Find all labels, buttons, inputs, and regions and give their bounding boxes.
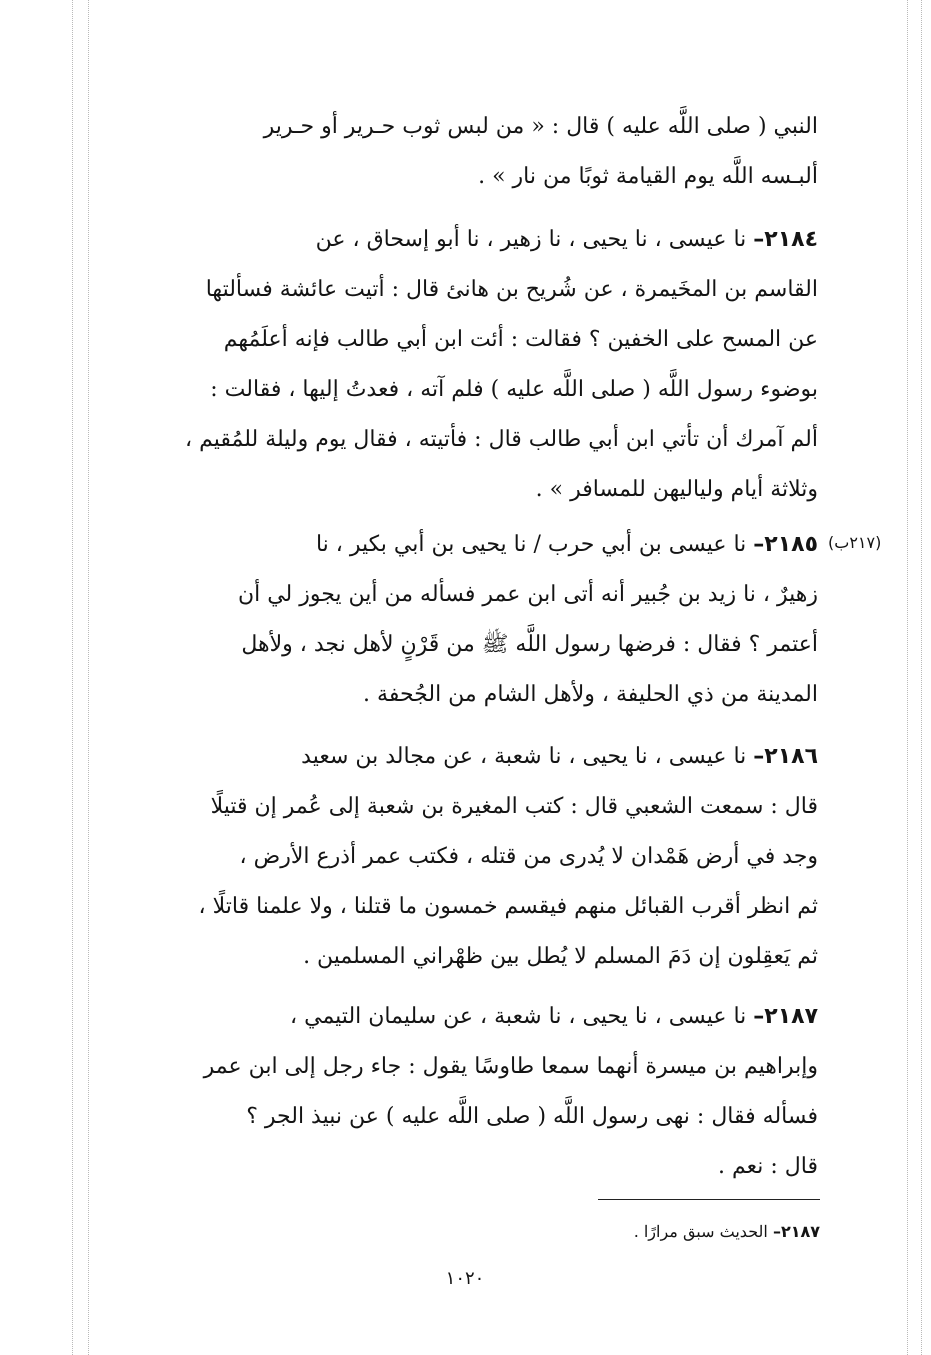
scan-guide-line [72,0,73,1355]
text-line: بوضوء رسول اللَّه ( صلى اللَّه عليه ) فلم آته ، فعدتُ إليها ، فقالت : [210,377,818,402]
text-line: عن المسح على الخفين ؟ فقالت : أئت ابن أبي طالب فإنه أعلَمُهم [223,327,818,352]
text-line: ثم انظر أقرب القبائل منهم فيقسم خمسون ما قتلنا ، ولا علمنا قاتلًا ، [198,894,818,919]
hadith-text: نا عيسى ، نا يحيى ، نا شعبة ، عن مجالد بن سعيد [301,744,747,769]
paragraph-continuation [118,102,818,202]
text-line [118,732,818,782]
text-line [118,992,818,1042]
text-line: ألم آمرك أن تأتي ابن أبي طالب قال : فأتيته ، فقال يوم وليلة للمُقيم ، [185,427,818,452]
text-line: النبي ( صلى اللَّه عليه ) قال : « من لبس ثوب حـرير أو حـرير [263,114,818,139]
footnote-separator [598,1199,820,1200]
hadith-number: ٢١٨٧– [753,1004,818,1029]
text-line: وجد في أرض هَمْدان لا يُدرى من قتله ، فكتب عمر أذرع الأرض ، [239,844,818,869]
text-line [118,215,818,265]
hadith-2184 [118,215,818,515]
text-line: أعتمر ؟ فقال : فرضها رسول اللَّه ﷺ من قَرْنٍ لأهل نجد ، ولأهل [241,632,818,657]
margin-manuscript-reference: (٢١٧ب) [828,533,882,552]
scan-guide-line [907,0,908,1355]
footnote-text: الحديث سبق مرارًا . [633,1222,768,1241]
text-line: فسأله فقال : نهى رسول اللَّه ( صلى اللَّه عليه ) عن نبيذ الجر ؟ [246,1104,818,1129]
footnote [420,1222,820,1241]
page-number: ١٠٢٠ [445,1268,485,1289]
hadith-number: ٢١٨٤– [753,227,818,252]
text-line [118,520,818,570]
text-line: ألبـسه اللَّه يوم القيامة ثوبًا من نار » . [478,164,818,189]
text-line: قال : سمعت الشعبي قال : كتب المغيرة بن شعبة إلى عُمر إن قتيلًا [210,794,818,819]
text-line: المدينة من ذي الحليفة ، ولأهل الشام من الجُحفة . [363,682,818,707]
scan-guide-line [88,0,89,1355]
hadith-2187 [118,992,818,1192]
hadith-2186 [118,732,818,982]
text-line: القاسم بن المخَيمرة ، عن شُريح بن هانئ قال : أتيت عائشة فسألتها [205,277,818,302]
text-line: قال : نعم . [718,1154,818,1179]
text-line: زهيرٌ ، نا زيد بن جُبير أنه أتى ابن عمر فسأله من أين يجوز لي أن [237,582,818,607]
hadith-text: نا عيسى ، نا يحيى ، نا شعبة ، عن سليمان التيمي ، [290,1004,747,1029]
text-line: وإبراهيم بن ميسرة أنهما سمعا طاوسًا يقول : جاء رجل إلى ابن عمر [203,1054,818,1079]
footnote-number: ٢١٨٧– [772,1222,820,1241]
hadith-number: ٢١٨٦– [753,744,818,769]
scan-guide-line [921,0,922,1355]
hadith-number: ٢١٨٥– [753,532,818,557]
text-line: وثلاثة أيام ولياليهن للمسافر » . [535,477,818,502]
hadith-2185 [118,520,818,720]
hadith-text: نا عيسى ، نا يحيى ، نا زهير ، نا أبو إسحاق ، عن [315,227,747,252]
text-line: ثم يَعقِلون إن دَمَ المسلم لا يُطل بين ظهْراني المسلمين . [303,944,818,969]
hadith-text: نا عيسى بن أبي حرب / نا يحيى بن أبي بكير ، نا [315,532,747,557]
